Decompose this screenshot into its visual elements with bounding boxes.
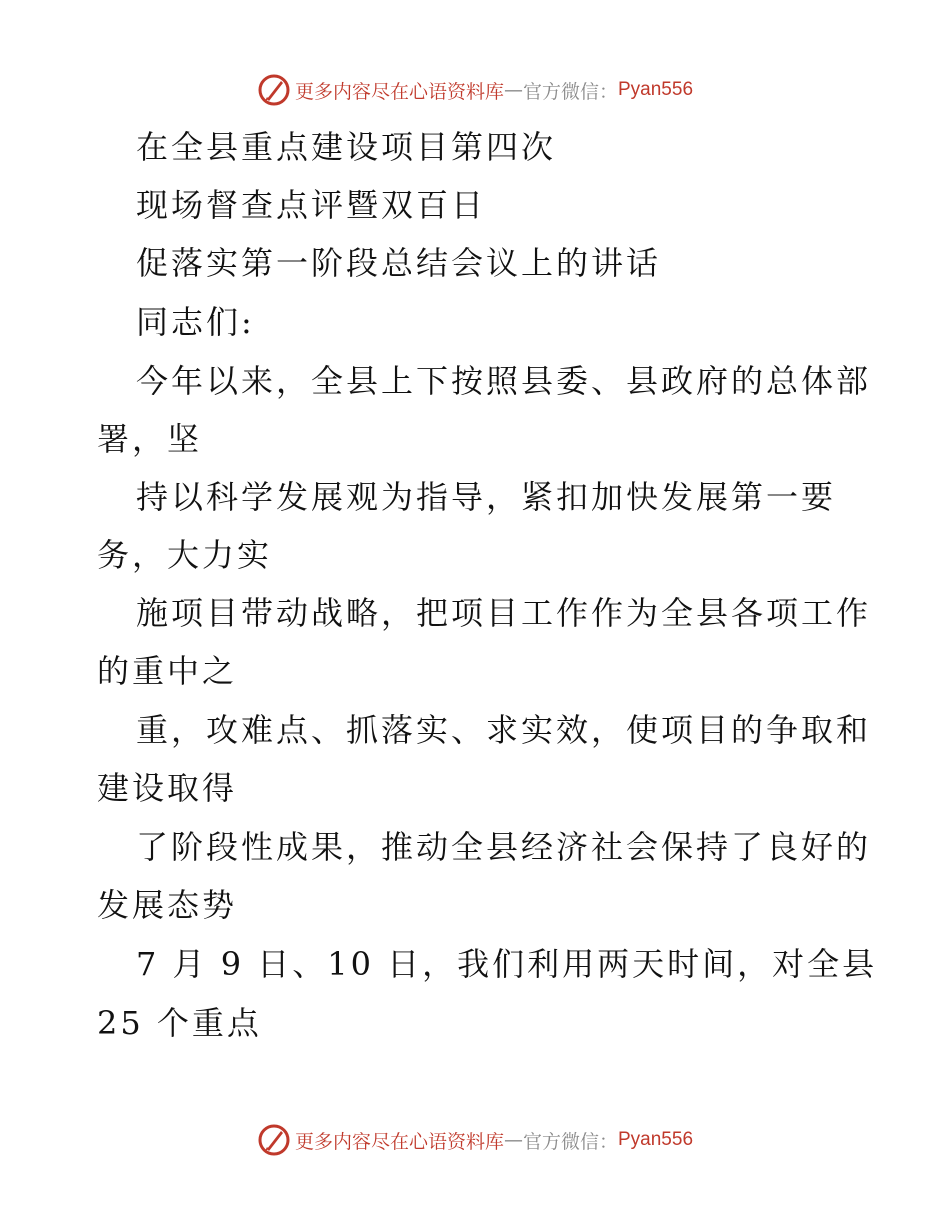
title-line-2: 现场督查点评暨双百日: [136, 186, 487, 224]
body-line: 了阶段性成果，推动全县经济社会保持了良好的: [136, 828, 872, 866]
watermark-site-text: 更多内容尽在心语资料库: [294, 1130, 504, 1153]
body-line: 重，攻难点、抓落实、求实效，使项目的争取和: [136, 711, 872, 749]
salutation: 同志们:: [136, 303, 255, 341]
watermark-site-text: 更多内容尽在心语资料库: [294, 80, 504, 103]
header-watermark: [0, 70, 950, 110]
body-line: 发展态势: [97, 886, 238, 924]
watermark-wechat-label: 官方微信：: [522, 80, 618, 103]
body-line: 7 月 9 日、10 日，我们利用两天时间，对全县: [136, 945, 878, 983]
watermark-wechat-label: 官方微信：: [522, 1130, 618, 1153]
title-line-3: 促落实第一阶段总结会议上的讲话: [136, 244, 662, 282]
body-line: 务，大力实: [97, 536, 273, 574]
body-line: 25 个重点: [97, 1004, 262, 1042]
body-line: 施项目带动战略，把项目工作作为全县各项工作: [136, 594, 872, 632]
watermark-dash: —: [503, 79, 523, 101]
footer-watermark: [0, 1120, 950, 1160]
body-line: 今年以来，全县上下按照县委、县政府的总体部: [136, 362, 872, 400]
quill-pen-logo-icon: [257, 1123, 291, 1157]
body-line: 署，坚: [97, 420, 203, 458]
watermark-wechat-id: Pyan556: [618, 1129, 694, 1150]
quill-pen-logo-icon: [257, 73, 291, 107]
title-line-1: 在全县重点建设项目第四次: [136, 128, 557, 166]
watermark-wechat-id: Pyan556: [618, 79, 694, 100]
body-line: 建设取得: [97, 769, 238, 807]
body-line: 的重中之: [97, 652, 238, 690]
body-line: 持以科学发展观为指导，紧扣加快发展第一要: [136, 478, 837, 516]
watermark-dash: —: [503, 1129, 523, 1151]
